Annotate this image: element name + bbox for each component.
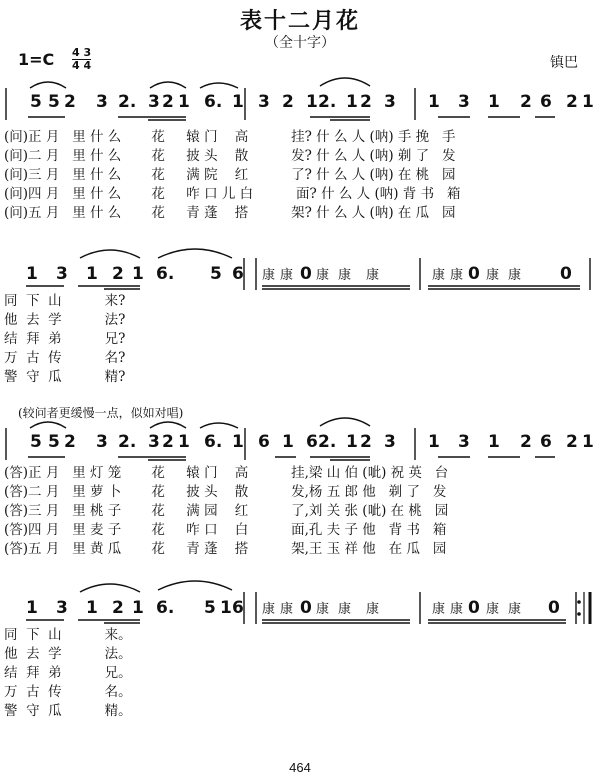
note: 康 (366, 268, 380, 283)
note: 6 (258, 432, 270, 452)
lyric-line: 万 古 传 名? (4, 350, 126, 366)
note: 2 (162, 432, 174, 452)
note: 1 (132, 598, 144, 618)
note: 6. (156, 598, 175, 618)
note: 3 (458, 432, 470, 452)
note: 5 (30, 92, 42, 112)
performance-hint: (较问者更缓慢一点，似如对唱) (18, 406, 184, 420)
note: 康 (508, 602, 522, 617)
note: 1 (428, 92, 440, 112)
note: 6 (540, 92, 552, 112)
note: 5 (48, 92, 60, 112)
note: 5 (204, 598, 216, 618)
note: 2 (112, 598, 124, 618)
note: 1 (178, 432, 190, 452)
note: 2 (64, 432, 76, 452)
note: 1 (178, 92, 190, 112)
note: 2. (318, 432, 337, 452)
note: 1 (232, 432, 244, 452)
note: 3 (384, 432, 396, 452)
note: 康 (486, 268, 500, 283)
note: 1 (232, 92, 244, 112)
note: 6 (306, 432, 318, 452)
lyric-line: (答)四 月 里 麦 子 花 咋 口 白 面,孔 夫 子 他 背 书 箱 (4, 522, 447, 538)
note: 1 (582, 432, 594, 452)
lyric-line: 他 去 学 法? (4, 312, 126, 328)
note: 2 (360, 432, 372, 452)
note: 6 (232, 264, 244, 284)
note: 1 (132, 264, 144, 284)
meter-top: 4 3 (72, 46, 92, 59)
lyric-line: (问)二 月 里 什 么 花 披 头 散 发? 什 么 人 (呐) 剃 了 发 (4, 148, 456, 164)
song-title: 表十二月花 (239, 8, 360, 34)
lyric-line: (答)三 月 里 桃 子 花 满 园 红 了,刘 关 张 (呲) 在 桃 园 (4, 503, 449, 519)
lyric-line: 万 古 传 名。 (4, 684, 132, 700)
note: 2 (566, 432, 578, 452)
note: 1 (26, 264, 38, 284)
note: 康 (366, 602, 380, 617)
note: 1 (346, 92, 358, 112)
meter-bottom: 4 4 (72, 59, 92, 72)
lyric-line: (答)五 月 里 黄 瓜 花 青 蓬 搭 架,王 玉 祥 他 在 瓜 园 (4, 541, 447, 557)
key-signature: 1=C (18, 50, 55, 69)
note: 1 (428, 432, 440, 452)
note: 2 (112, 264, 124, 284)
note: 2 (64, 92, 76, 112)
lyric-line: 结 拜 弟 兄。 (4, 665, 132, 681)
lyric-line: 警 守 瓜 精。 (4, 703, 132, 719)
note: 6. (204, 432, 223, 452)
note: 5 (48, 432, 60, 452)
note: 康 (316, 268, 330, 283)
note: 0 (560, 264, 572, 284)
note: 1 (582, 92, 594, 112)
lyric-line: (问)四 月 里 什 么 花 咋 口 儿 白 面? 什 么 人 (呐) 背 书 箱 (4, 186, 461, 202)
note: 2 (566, 92, 578, 112)
note: 3 (96, 432, 108, 452)
note: 3 (96, 92, 108, 112)
note: 0 (300, 598, 312, 618)
lyric-line: 警 守 瓜 精? (4, 369, 126, 385)
note: 6 (540, 432, 552, 452)
lyric-line: 同 下 山 来? (4, 293, 126, 309)
note: 6. (204, 92, 223, 112)
note: 康 (338, 602, 352, 617)
note: 6. (156, 264, 175, 284)
note: 康 (450, 602, 464, 617)
note: 0 (468, 264, 480, 284)
note: 康 (432, 268, 446, 283)
note: 康 (262, 268, 276, 283)
note: 1 (488, 92, 500, 112)
lyric-line: 他 去 学 法。 (4, 646, 132, 662)
note: 0 (468, 598, 480, 618)
note: 5 (30, 432, 42, 452)
lyric-line: (问)五 月 里 什 么 花 青 蓬 搭 架? 什 么 人 (呐) 在 瓜 园 (4, 205, 456, 221)
note: 2 (282, 92, 294, 112)
note: 康 (280, 602, 294, 617)
note: 2 (360, 92, 372, 112)
note: 1 (282, 432, 294, 452)
note: 康 (508, 268, 522, 283)
note: 康 (280, 268, 294, 283)
note: 康 (450, 268, 464, 283)
note: 1 (306, 92, 318, 112)
note: 2 (520, 92, 532, 112)
note: 3 (56, 598, 68, 618)
note: 1 (346, 432, 358, 452)
note: 3 (148, 92, 160, 112)
note: 2 (520, 432, 532, 452)
song-origin: 镇巴 (550, 55, 578, 71)
lyric-line: (问)正 月 里 什 么 花 辕 门 高 挂? 什 么 人 (呐) 手 挽 手 (4, 129, 456, 145)
note: 康 (486, 602, 500, 617)
note: 2. (118, 92, 137, 112)
note: 3 (384, 92, 396, 112)
note: 0 (300, 264, 312, 284)
note: 康 (316, 602, 330, 617)
note: 1 (488, 432, 500, 452)
song-subtitle: （全十字） (265, 35, 335, 51)
note: 1 (86, 264, 98, 284)
note: 0 (548, 598, 560, 618)
note: 1 (26, 598, 38, 618)
note: 2. (318, 92, 337, 112)
note: 6 (232, 598, 244, 618)
lyric-line: (问)三 月 里 什 么 花 满 院 红 了? 什 么 人 (呐) 在 桃 园 (4, 167, 456, 183)
lyric-line: 同 下 山 来。 (4, 627, 132, 643)
note: 3 (56, 264, 68, 284)
note: 2 (162, 92, 174, 112)
note: 1 (220, 598, 232, 618)
lyric-line: 结 拜 弟 兄? (4, 331, 126, 347)
note: 2. (118, 432, 137, 452)
lyric-line: (答)二 月 里 萝 卜 花 披 头 散 发,杨 五 郎 他 剃 了 发 (4, 484, 447, 500)
note: 3 (258, 92, 270, 112)
note: 康 (432, 602, 446, 617)
note: 康 (262, 602, 276, 617)
note: 1 (86, 598, 98, 618)
lyric-line: (答)正 月 里 灯 笼 花 辕 门 高 挂,梁 山 伯 (呲) 祝 英 台 (4, 465, 449, 481)
note: 3 (458, 92, 470, 112)
note: 康 (338, 268, 352, 283)
note: 3 (148, 432, 160, 452)
note: 5 (210, 264, 222, 284)
page-number: 464 (289, 760, 311, 775)
